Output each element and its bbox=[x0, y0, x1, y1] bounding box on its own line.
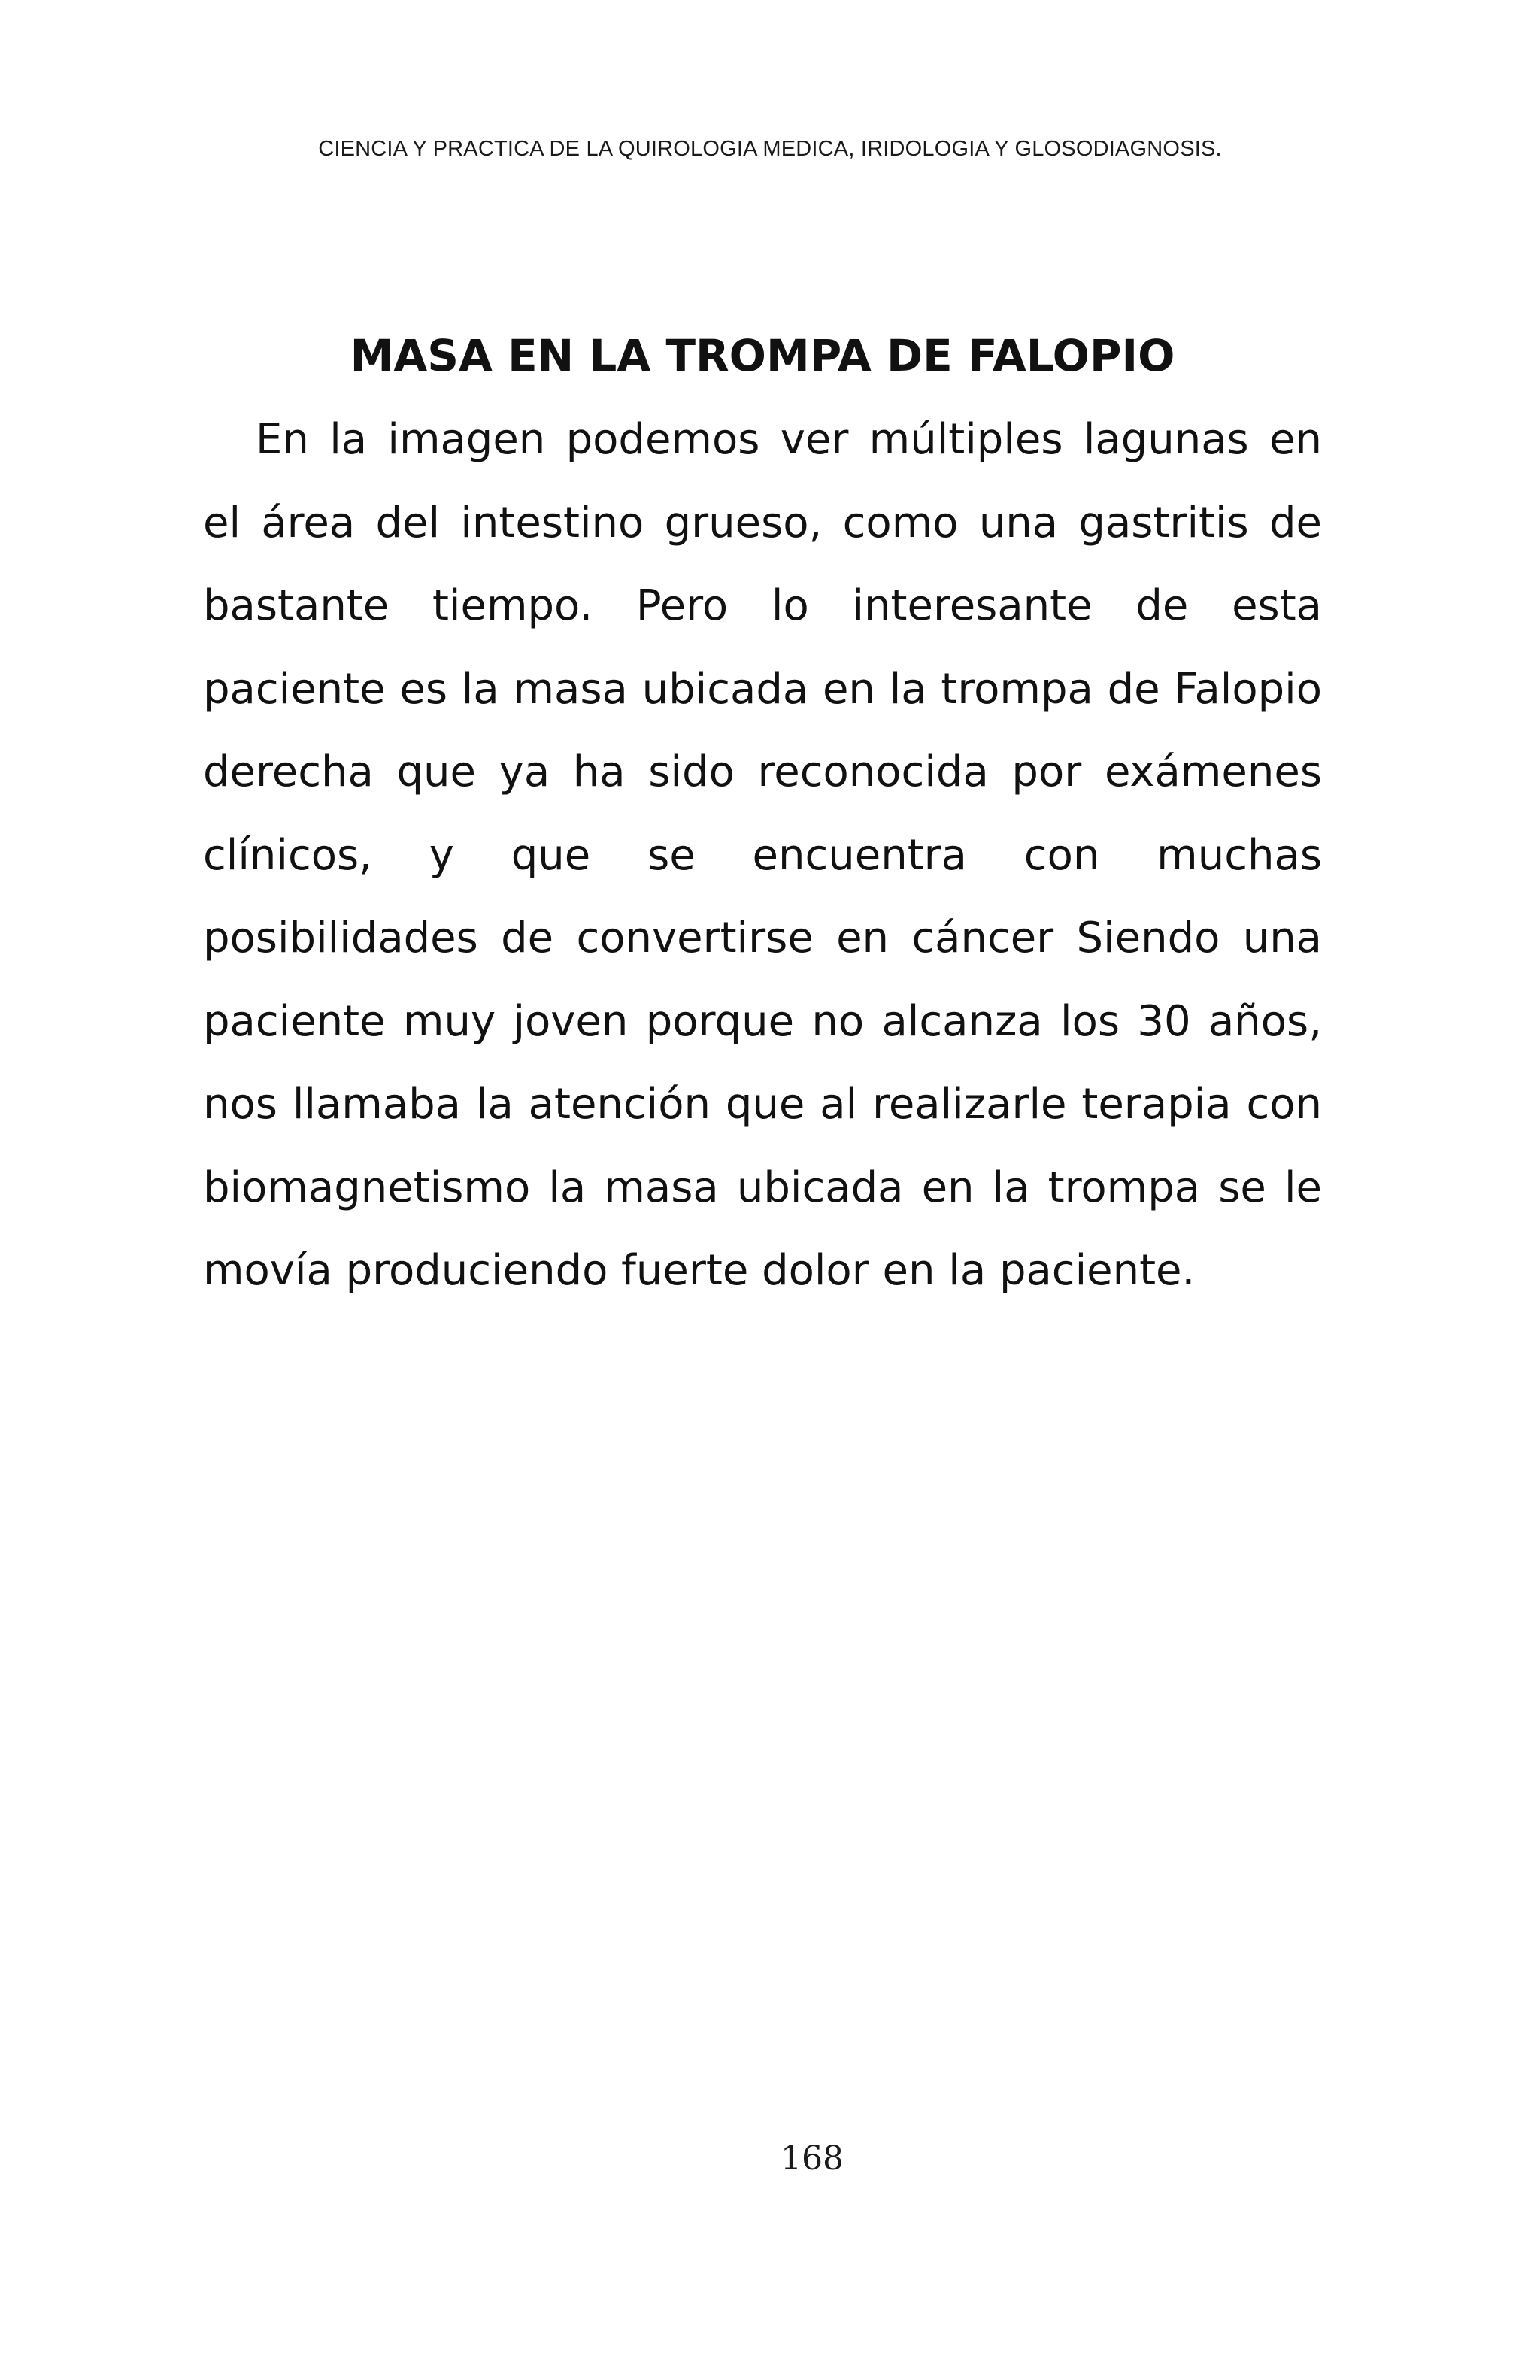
body-paragraph: En la imagen podemos ver múltiples lagunas en el área del intestino grueso, como una gastritis de bastante tiempo. Pero lo interesante de esta paciente es la masa ubicada en la trompa de Falopio derecha que ya ha sido reconocida por exámenes clínicos, y que se encuentra con muchas posibilidades de convertirse en cáncer Siendo una paciente muy joven porque no alcanza los 30 años, nos llamaba la atención que al realizarle terapia con biomagnetismo la masa ubicada en la trompa se le movía produciendo fuerte dolor en la paciente. bbox=[203, 415, 1322, 1295]
running-header: CIENCIA Y PRACTICA DE LA QUIROLOGIA MEDICA, IRIDOLOGIA Y GLOSODIAGNOSIS. bbox=[318, 137, 1222, 161]
section-title: MASA EN LA TROMPA DE FALOPIO bbox=[350, 329, 1175, 381]
page-number: 168 bbox=[781, 2139, 844, 2178]
